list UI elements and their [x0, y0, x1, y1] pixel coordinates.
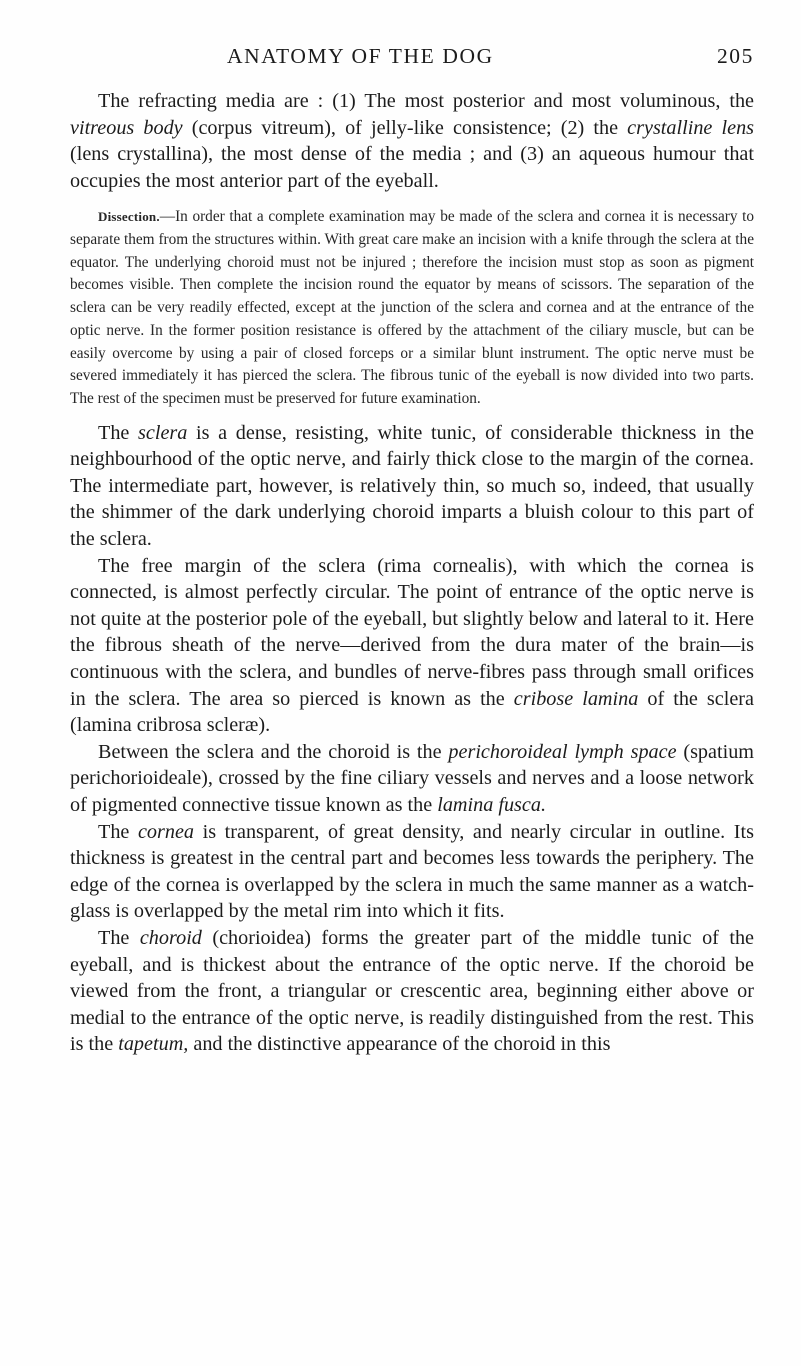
paragraph-cornea: The cornea is transparent, of great density, and nearly circular in outline. Its thickness is greatest in the central part and becomes less towards the periphery. The edge of the cornea is overlapped by the sclera in much the same manner as a watch-glass is overlapped by the metal rim into which it fits.: [70, 820, 754, 923]
term-tapetum: tapetum,: [118, 1033, 189, 1056]
paragraph-refracting-media: The refracting media are : (1) The most posterior and most voluminous, the vitreous body (corpus vitreum), of jelly-like consistence; (2) the crystalline lens (lens crystallina), the most dense of the media ; and (3) an aqueous humour that occupies the most anterior part of the eyeball.: [70, 90, 755, 192]
paragraph-perichoroid: Between the sclera and the choroid is the perichoroideal lymph space (spatium perichorioideale), crossed by the fine ciliary vessels and nerves and a loose network of pigmented connective tissue known as the lamina fusca.: [70, 740, 754, 817]
book-page: [70, 44, 754, 1058]
running-head: [70, 44, 754, 78]
term-perichoroideal-lymph-space: perichoroideal lymph space: [448, 740, 677, 763]
page-number: 205: [716, 44, 754, 68]
dissection-heading: Dissection.: [98, 209, 160, 225]
term-crystalline-lens: crystalline lens: [627, 116, 755, 139]
paragraph-sclera: The sclera is a dense, resisting, white tunic, of considerable thickness in the neighbourhood of the optic nerve, and fairly thick close to the margin of the cornea. The intermediate part, however, is relatively thin, so much so, indeed, that usually the shimmer of the dark underlying choroid imparts a bluish colour to this part of the sclera.: [70, 421, 755, 551]
paragraph-choroid: The choroid (chorioidea) forms the greater part of the middle tunic of the eyeball, and is thickest about the entrance of the optic nerve. If the choroid be viewed from the front, a triangular or crescentic area, beginning either above or medial to the entrance of the optic nerve, is readily distinguished from the rest. This is the tapetum, and the distinctive appearance of the choroid in this: [70, 926, 754, 1056]
running-title: ANATOMY OF THE DOG: [227, 44, 494, 68]
term-cornea: cornea: [137, 820, 195, 843]
paragraph-dissection: Dissection.—In order that a complete examination may be made of the sclera and cornea it is necessary to separate them from the structures within. With great care make an incision with a knife through the sclera at the equator. The underlying choroid must not be injured ; therefore the incision must stop as soon as pigment becomes visible. Then complete the incision round the equator by means of scissors. The separation of the sclera can be very readily effected, except at the junction of the sclera and cornea and at the entrance of the optic nerve. In the former position resistance is offered by the attachment of the ciliary muscle, but can be easily overcome by using a pair of closed forceps or a similar blunt instrument. The optic nerve must be severed immediately it has pierced the sclera. The fibrous tunic of the eyeball is now divided into two parts. The rest of the specimen must be preserved for future examination.: [70, 208, 754, 407]
term-lamina-fusca: lamina fusca.: [437, 794, 547, 817]
term-vitreous-body: vitreous body: [70, 116, 183, 139]
term-choroid: choroid: [139, 926, 202, 949]
term-sclera: sclera: [138, 421, 188, 444]
term-cribose-lamina: cribose lamina: [513, 687, 639, 710]
paragraph-free-margin: The free margin of the sclera (rima cornealis), with which the cornea is connected, is almost perfectly circular. The point of entrance of the optic nerve is not quite at the posterior pole of the eyeball, but slightly below and lateral to it. Here the fibrous sheath of the nerve—derived from the dura mater of the brain—is continuous with the sclera, and bundles of nerve-fibres pass through small orifices in the sclera. The area so pierced is known as the cribose lamina of the sclera (lamina cribrosa scleræ).: [70, 554, 754, 737]
